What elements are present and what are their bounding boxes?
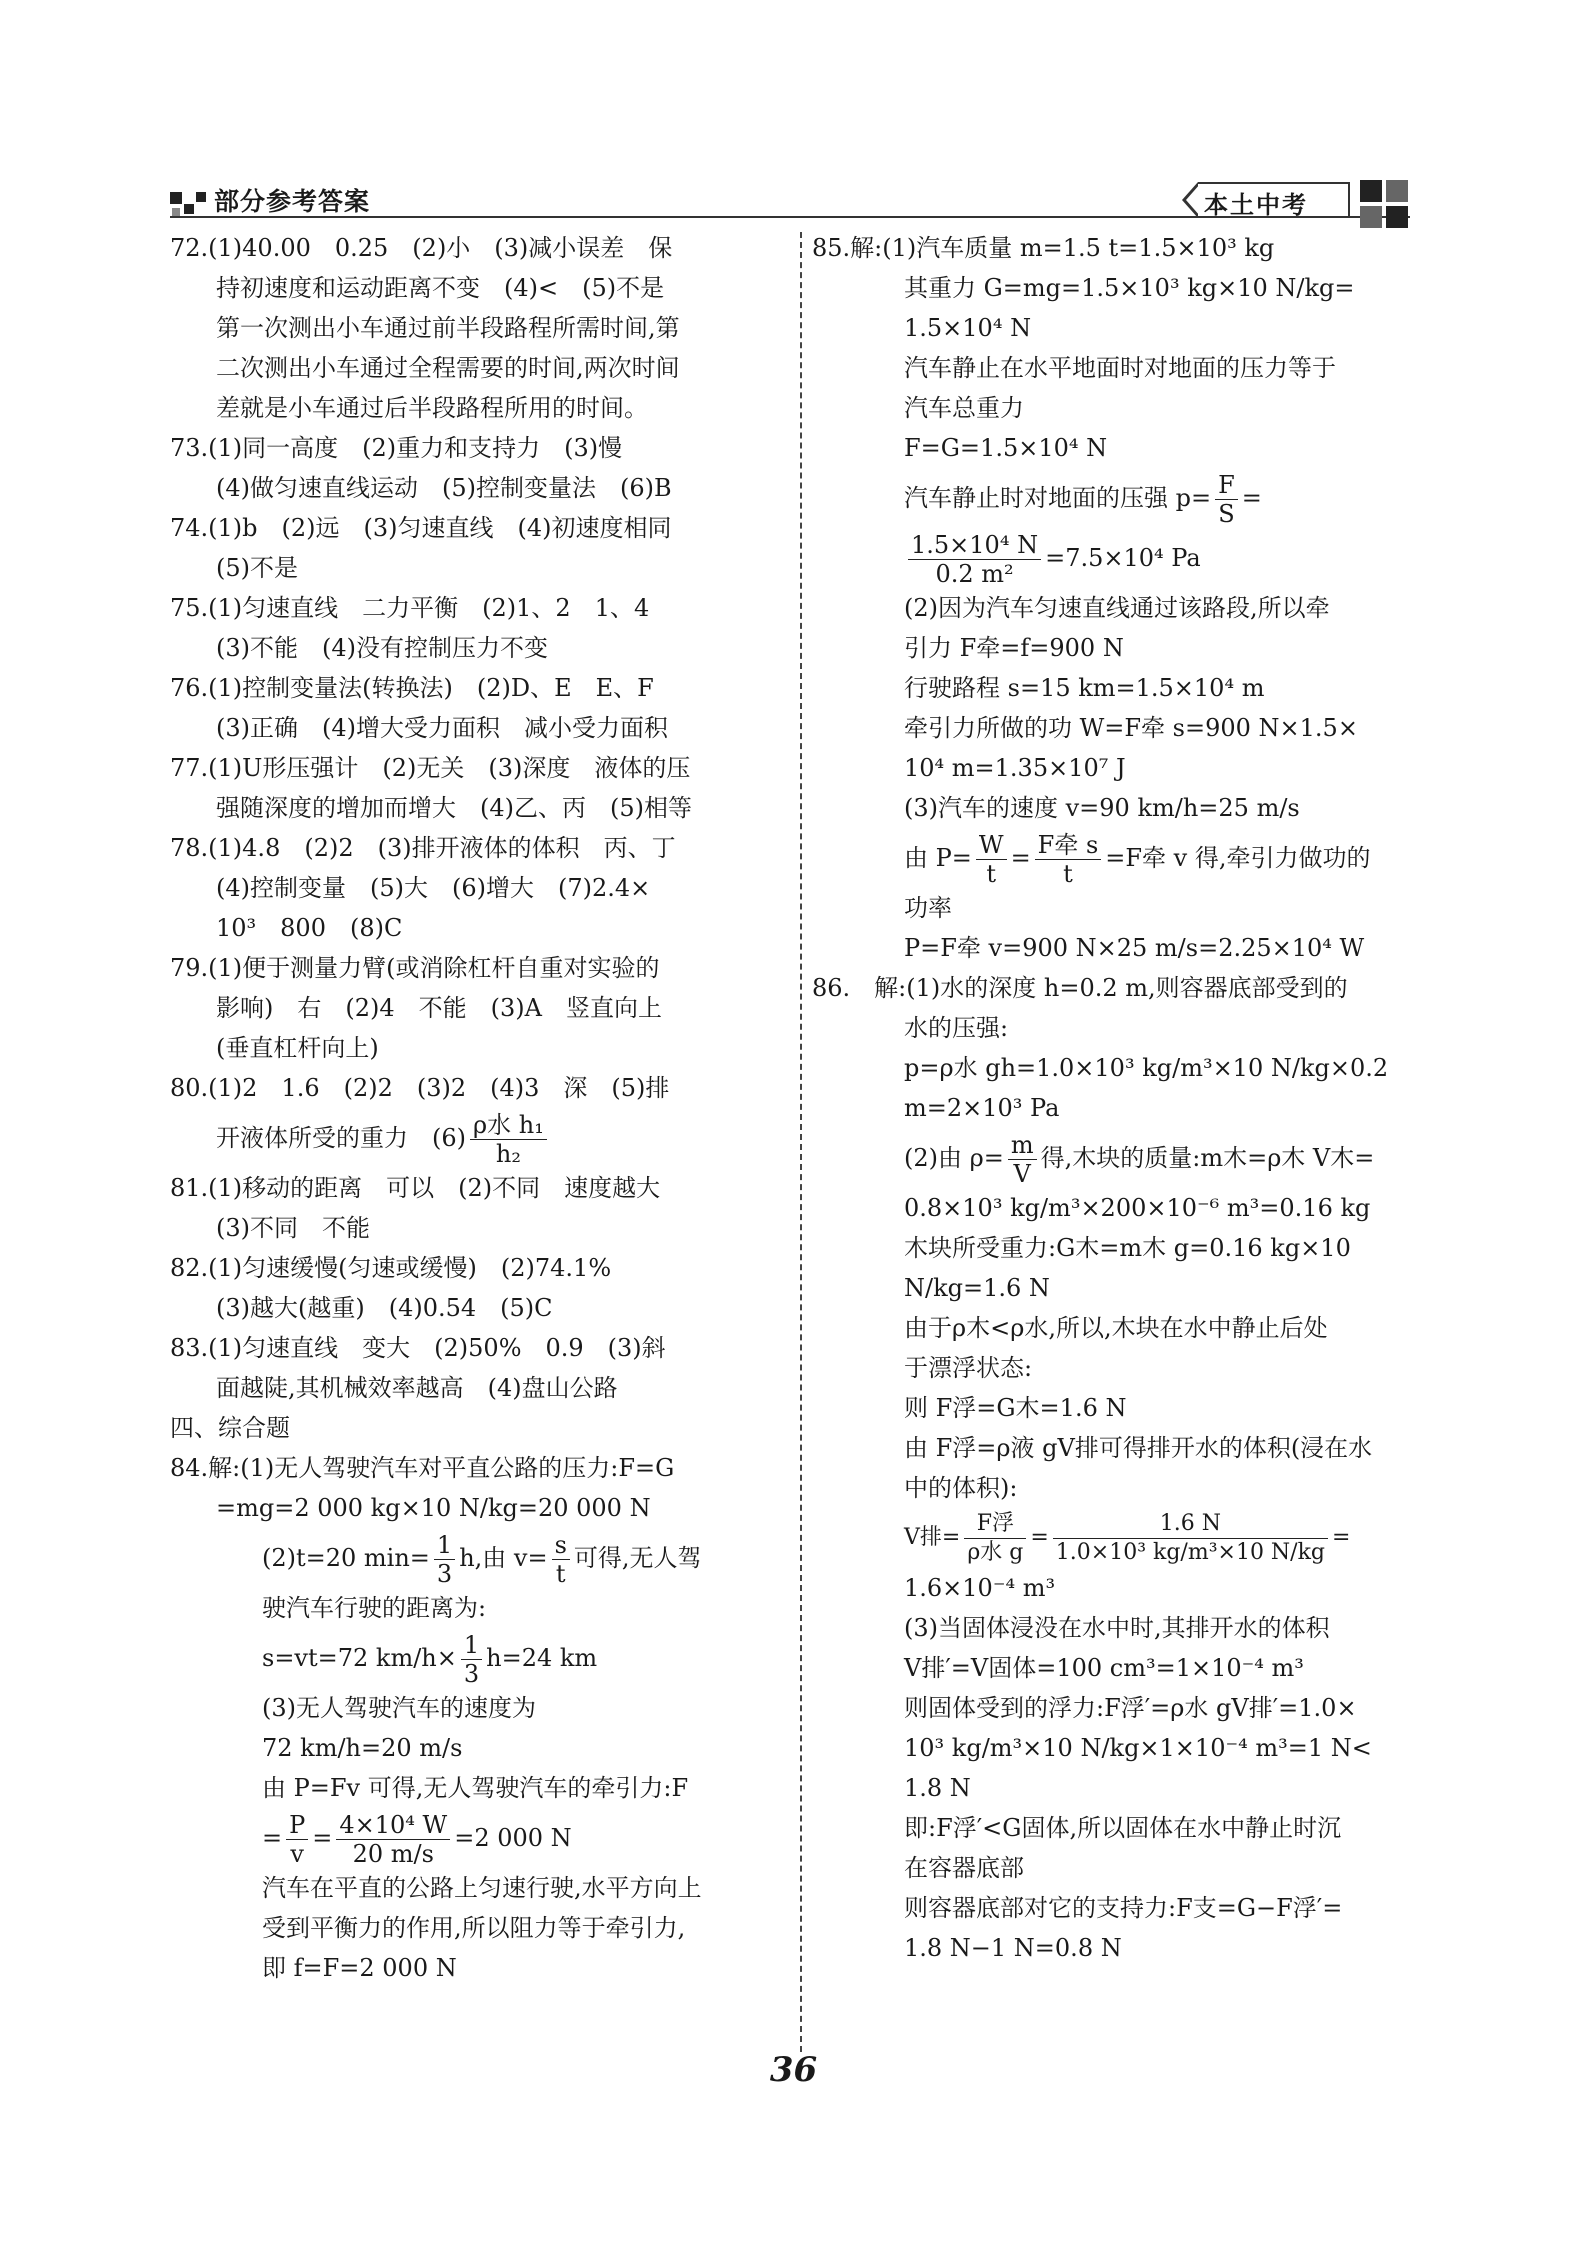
answer-line: 汽车静止在水平地面时对地面的压力等于 [904, 354, 1336, 382]
answer-line: (3)无人驾驶汽车的速度为 [262, 1694, 536, 1722]
answer-line: 74.(1)b (2)远 (3)匀速直线 (4)初速度相同 [170, 514, 672, 542]
answer-line-formula: $\frac{\text{1.5×10⁴ N}}{\text{0.2 m²}}$ =7.5×10⁴ Pa [812, 528, 1422, 588]
answer-line: 由 F浮=ρ液 gV排可得排开水的体积(浸在水 [904, 1434, 1373, 1462]
answer-line: 于漂浮状态: [904, 1354, 1033, 1382]
answer-line: (4)做匀速直线运动 (5)控制变量法 (6)B [216, 474, 672, 502]
answer-line: 强随深度的增加而增大 (4)乙、丙 (5)相等 [216, 794, 692, 822]
answer-line: P=F牵 v=900 N×25 m/s=2.25×10⁴ W [904, 934, 1365, 962]
fraction: $\frac{\text{F牵 s}}{t}$ [1035, 831, 1102, 888]
answer-line: (3)汽车的速度 v=90 km/h=25 m/s [904, 794, 1300, 822]
fraction: $\frac{P}{v}$ [286, 1811, 308, 1868]
answer-line: 0.8×10³ kg/m³×200×10⁻⁶ m³=0.16 kg [904, 1194, 1371, 1222]
fraction: $\frac{F}{S}$ [1215, 471, 1238, 528]
page-number: 36 [769, 2050, 818, 2090]
answer-line: 牵引力所做的功 W=F牵 s=900 N×1.5× [904, 714, 1358, 742]
answer-line: =mg=2 000 kg×10 N/kg=20 000 N [216, 1494, 651, 1522]
page-header [170, 180, 1410, 220]
fraction: $\frac{\text{ρ水 h₁}}{\text{h₂}}$ [470, 1111, 547, 1168]
answer-line: 水的压强: [904, 1014, 1009, 1042]
answer-line: (4)控制变量 (5)大 (6)增大 (7)2.4× [216, 874, 651, 902]
answer-line: 1.8 N [904, 1774, 971, 1802]
answer-line: (垂直杠杆向上) [216, 1034, 379, 1062]
answer-line-formula: 汽车静止时对地面的压强 p= $\frac{F}{S}$ = [904, 471, 1262, 528]
answer-line: 82.(1)匀速缓慢(匀速或缓慢) (2)74.1% [170, 1254, 612, 1282]
header-section-title: 部分参考答案 [214, 187, 371, 216]
answer-line: 10³ kg/m³×10 N/kg×1×10⁻⁴ m³=1 N< [904, 1734, 1372, 1762]
answer-line: 木块所受重力:G木=m木 g=0.16 kg×10 [904, 1234, 1351, 1262]
header-tag [1198, 182, 1350, 218]
answer-line: (3)不能 (4)没有控制压力不变 [216, 634, 548, 662]
answer-line: 79.(1)便于测量力臂(或消除杠杆自重对实验的 [170, 954, 660, 982]
answer-line: 则固体受到的浮力:F浮′=ρ水 gV排′=1.0× [904, 1694, 1357, 1722]
answer-line: 第一次测出小车通过前半段路程所需时间,第 [216, 314, 680, 342]
fraction: $\frac{1}{3}$ [461, 1631, 482, 1688]
answer-line: 72 km/h=20 m/s [262, 1734, 463, 1762]
fraction: $\frac{\text{F浮}}{\text{ρ水 g}}$ [964, 1510, 1026, 1567]
answer-line: 引力 F牵=f=900 N [904, 634, 1124, 662]
section-heading: 四、综合题 [170, 1414, 290, 1442]
answer-line: 76.(1)控制变量法(转换法) (2)D、E E、F [170, 674, 654, 702]
answer-line: p=ρ水 gh=1.0×10³ kg/m³×10 N/kg×0.2 [904, 1054, 1389, 1082]
fraction: $\frac{W}{t}$ [976, 831, 1007, 888]
answer-line: 86. 解:(1)水的深度 h=0.2 m,则容器底部受到的 [812, 974, 1348, 1002]
answer-line: 77.(1)U形压强计 (2)无关 (3)深度 液体的压 [170, 754, 691, 782]
fraction: $\frac{1}{3}$ [434, 1531, 455, 1588]
answer-line: 75.(1)匀速直线 二力平衡 (2)1、2 1、4 [170, 594, 650, 622]
answer-line: 差就是小车通过后半段路程所用的时间。 [216, 394, 648, 422]
answer-line: (2)因为汽车匀速直线通过该路段,所以牵 [904, 594, 1330, 622]
answer-line: 在容器底部 [904, 1854, 1024, 1882]
answer-line-formula: V排= $\frac{\text{F浮}}{\text{ρ水 g}}$ = $\frac{1.6 N}{\text{1.0×10³ kg/m³×10 N/kg}}$ = [904, 1510, 1351, 1565]
answer-line: 驶汽车行驶的距离为: [262, 1594, 487, 1622]
answer-line: (5)不是 [216, 554, 298, 582]
column-divider [800, 232, 802, 2052]
header-decor-blocks [1360, 180, 1410, 230]
answer-line: 83.(1)匀速直线 变大 (2)50% 0.9 (3)斜 [170, 1334, 666, 1362]
answer-line: 受到平衡力的作用,所以阻力等于牵引力, [262, 1914, 686, 1942]
answer-line: 84.解:(1)无人驾驶汽车对平直公路的压力:F=G [170, 1454, 675, 1482]
answer-line: 即:F浮′<G固体,所以固体在水中静止时沉 [904, 1814, 1342, 1842]
answer-line-formula: (2)t=20 min= $\frac{1}{3}$ h,由 v= $\frac{s}{t}$ 可得,无人驾 [262, 1531, 702, 1588]
answer-line: 二次测出小车通过全程需要的时间,两次时间 [216, 354, 680, 382]
fraction: $\frac{\text{4×10⁴ W}}{20 m/s}$ [336, 1811, 450, 1868]
answer-line: 1.8 N−1 N=0.8 N [904, 1934, 1122, 1962]
fraction: $\frac{s}{t}$ [552, 1531, 570, 1588]
answer-line-formula: = $\frac{P}{v}$ = $\frac{\text{4×10⁴ W}}{20 m/s}$ =2 000 N [262, 1811, 572, 1868]
answer-line: 85.解:(1)汽车质量 m=1.5 t=1.5×10³ kg [812, 234, 1275, 262]
answer-line: 1.5×10⁴ N [904, 314, 1032, 342]
right-column [812, 228, 1422, 1968]
answer-line: 汽车在平直的公路上匀速行驶,水平方向上 [262, 1874, 702, 1902]
answer-line-formula: s=vt=72 km/h× $\frac{1}{3}$ h=24 km [262, 1631, 598, 1688]
answer-line: 功率 [904, 894, 952, 922]
answer-line: 73.(1)同一高度 (2)重力和支持力 (3)慢 [170, 434, 623, 462]
answer-line: 影响) 右 (2)4 不能 (3)A 竖直向上 [216, 994, 662, 1022]
header-tag-text: 本土中考 [1204, 191, 1308, 219]
answer-line: 10³ 800 (8)C [216, 914, 403, 942]
answer-line: (3)不同 不能 [216, 1214, 370, 1242]
answer-line: 78.(1)4.8 (2)2 (3)排开液体的体积 丙、丁 [170, 834, 676, 862]
fraction: $\frac{m}{V}$ [1008, 1131, 1037, 1188]
left-column [170, 228, 790, 1988]
answer-line: 由 P=Fv 可得,无人驾驶汽车的牵引力:F [262, 1774, 689, 1802]
answer-line: (3)正确 (4)增大受力面积 减小受力面积 [216, 714, 668, 742]
answer-line: 81.(1)移动的距离 可以 (2)不同 速度越大 [170, 1174, 661, 1202]
answer-line-formula: 开液体所受的重力 (6) $\frac{\text{ρ水 h₁}}{\text{h₂}}$ [170, 1108, 790, 1168]
answer-line-formula: (2)由 ρ= $\frac{m}{V}$ 得,木块的质量:m木=ρ木 V木= [904, 1131, 1375, 1188]
fraction: $\frac{\text{1.5×10⁴ N}}{\text{0.2 m²}}$ [908, 531, 1041, 588]
answer-line: 其重力 G=mg=1.5×10³ kg×10 N/kg= [904, 274, 1355, 302]
answer-line: 10⁴ m=1.35×10⁷ J [904, 754, 1126, 782]
answer-line: m=2×10³ Pa [904, 1094, 1060, 1122]
answer-line: (3)当固体浸没在水中时,其排开水的体积 [904, 1614, 1330, 1642]
answer-line: 则 F浮=G木=1.6 N [904, 1394, 1127, 1422]
answer-line: 由于ρ木<ρ水,所以,木块在水中静止后处 [904, 1314, 1328, 1342]
fraction: $\frac{1.6 N}{\text{1.0×10³ kg/m³×10 N/kg}}$ [1053, 1510, 1328, 1567]
answer-line: 持初速度和运动距离不变 (4)< (5)不是 [216, 274, 665, 302]
answer-line: 中的体积): [904, 1474, 1018, 1502]
header-tag-group [1190, 180, 1410, 220]
answer-line: 72.(1)40.00 0.25 (2)小 (3)减小误差 保 [170, 234, 673, 262]
answer-line: 80.(1)2 1.6 (2)2 (3)2 (4)3 深 (5)排 [170, 1074, 670, 1102]
answer-line: (3)越大(越重) (4)0.54 (5)C [216, 1294, 553, 1322]
answer-line: 面越陡,其机械效率越高 (4)盘山公路 [216, 1374, 618, 1402]
answer-line: 1.6×10⁻⁴ m³ [904, 1574, 1056, 1602]
answer-line: 即 f=F=2 000 N [262, 1954, 457, 1982]
answer-line-formula: 由 P= $\frac{W}{t}$ = $\frac{\text{F牵 s}}{t}$ =F牵 v 得,牵引力做功的 [904, 831, 1371, 888]
answer-line: N/kg=1.6 N [904, 1274, 1050, 1302]
answer-line: 则容器底部对它的支持力:F支=G−F浮′= [904, 1894, 1343, 1922]
answer-line: 行驶路程 s=15 km=1.5×10⁴ m [904, 674, 1265, 702]
answer-line: V排′=V固体=100 cm³=1×10⁻⁴ m³ [904, 1654, 1304, 1682]
answer-line: 汽车总重力 [904, 394, 1024, 422]
answer-line: F=G=1.5×10⁴ N [904, 434, 1108, 462]
